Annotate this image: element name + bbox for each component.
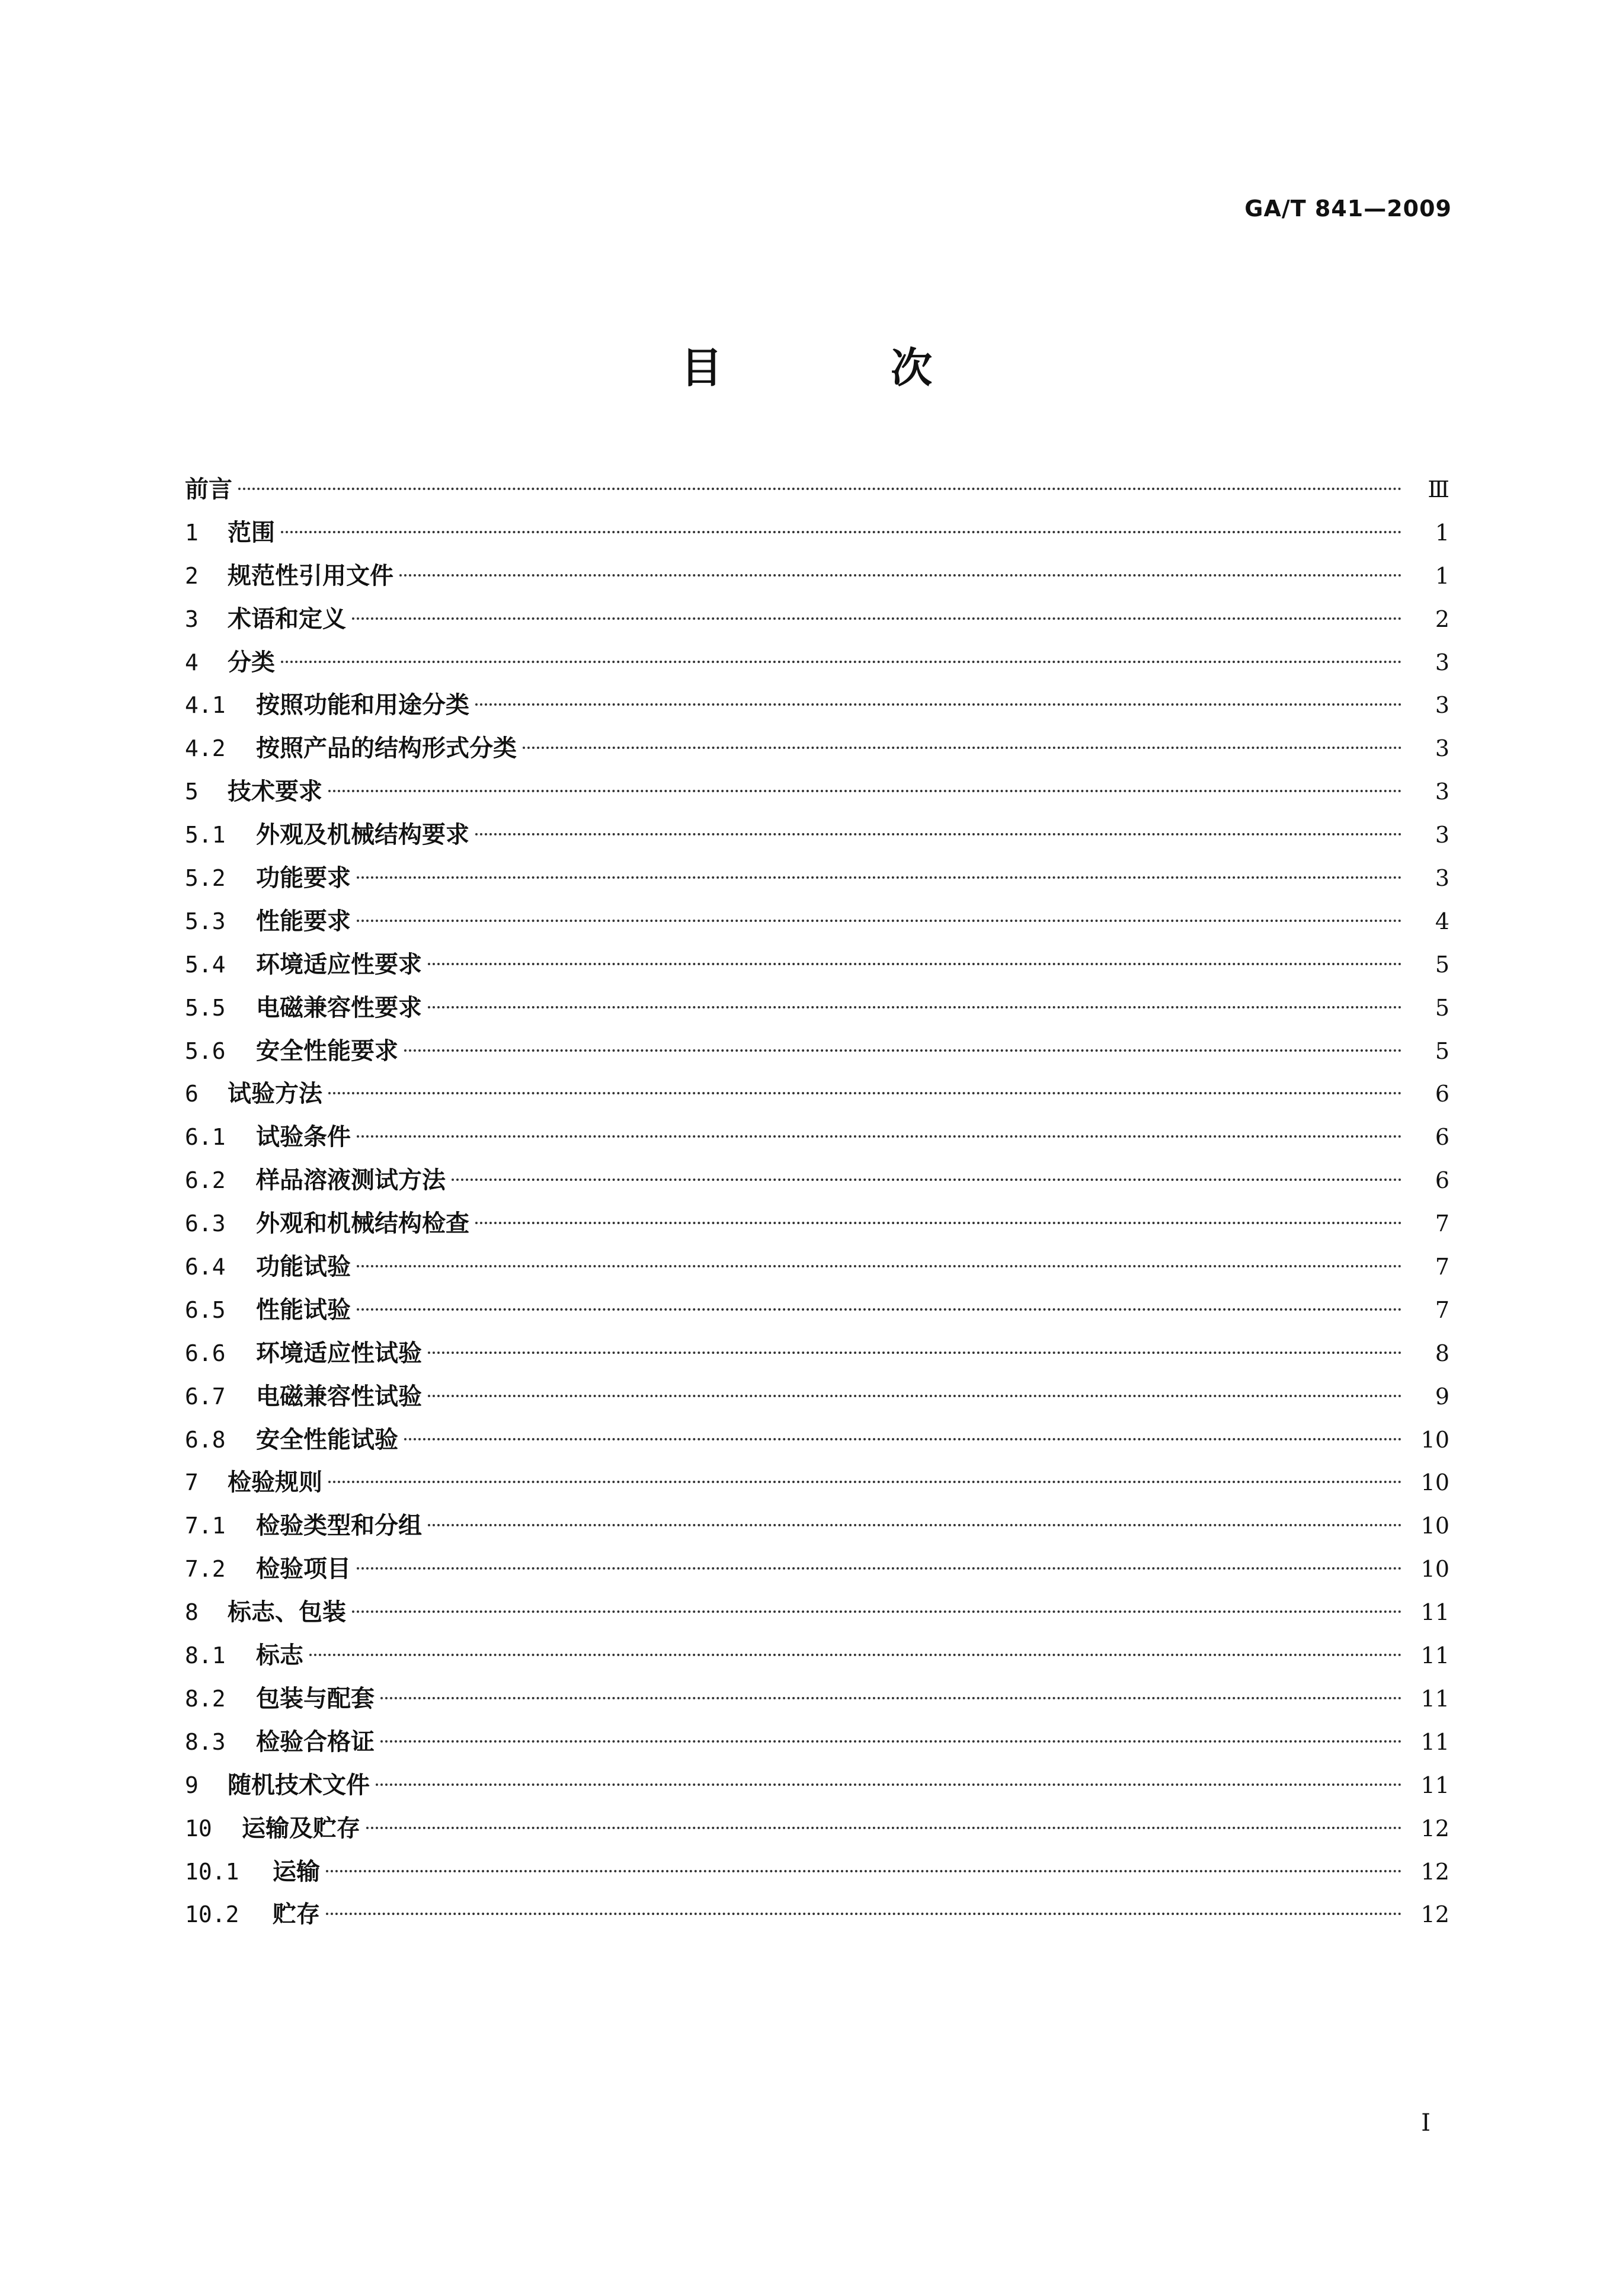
toc-entry-title: 试验方法 <box>228 1080 322 1108</box>
toc-entry-number: 3 <box>185 606 199 632</box>
toc-leader-dots <box>428 1524 1402 1526</box>
toc-entry[interactable] <box>185 1764 1449 1807</box>
document-code: GA/T 841—2009 <box>1244 196 1452 222</box>
toc-entry-title: 按照功能和用途分类 <box>256 691 469 719</box>
toc-leader-dots <box>404 1049 1402 1052</box>
toc-entry-number: 7 <box>185 1469 199 1496</box>
toc-entry-title: 电磁兼容性要求 <box>256 994 422 1021</box>
toc-entry-number: 6.6 <box>185 1340 226 1366</box>
toc-entry-title: 安全性能试验 <box>256 1426 398 1453</box>
toc-leader-dots <box>357 1567 1402 1570</box>
toc-entry-page: 11 <box>1420 1772 1449 1798</box>
toc-entry[interactable] <box>185 987 1449 1030</box>
toc-entry-number: 5.5 <box>185 994 226 1021</box>
toc-entry[interactable] <box>185 857 1449 900</box>
toc-entry[interactable] <box>185 1721 1449 1764</box>
toc-leader-dots <box>399 574 1402 577</box>
toc-entry[interactable] <box>185 770 1449 814</box>
toc-entry-page: Ⅲ <box>1428 476 1449 502</box>
toc-entry-title: 规范性引用文件 <box>228 562 393 590</box>
toc-entry-number: 5 <box>185 779 199 805</box>
toc-entry-title: 性能要求 <box>256 907 351 935</box>
toc-entry-page: 12 <box>1420 1815 1449 1842</box>
toc-leader-dots <box>380 1697 1402 1699</box>
toc-leader-dots <box>428 1006 1402 1008</box>
toc-entry-page: 11 <box>1420 1728 1449 1755</box>
toc-leader-dots <box>376 1783 1402 1786</box>
toc-entry-number: 9 <box>185 1772 199 1798</box>
toc-entry-title: 随机技术文件 <box>228 1771 370 1799</box>
page-title: 目 次 <box>680 344 1010 392</box>
toc-entry-page: 10 <box>1420 1469 1449 1496</box>
toc-entry[interactable] <box>185 1461 1449 1504</box>
toc-entry-number: 5.6 <box>185 1037 226 1064</box>
toc-entry-title: 运输 <box>273 1858 320 1885</box>
toc-entry-title: 电磁兼容性试验 <box>256 1382 422 1410</box>
toc-entry-page: 7 <box>1435 1211 1449 1237</box>
toc-entry-page: 6 <box>1435 1124 1449 1151</box>
toc-entry[interactable] <box>185 1807 1449 1850</box>
toc-entry-page: 7 <box>1435 1254 1449 1280</box>
toc-entry-title: 按照产品的结构形式分类 <box>256 735 517 763</box>
toc-entry[interactable] <box>185 555 1449 598</box>
toc-entry-title: 检验合格证 <box>256 1728 375 1756</box>
toc-entry-title: 检验规则 <box>228 1469 322 1497</box>
toc-entry-number: 8.3 <box>185 1728 226 1755</box>
toc-entry-page: 5 <box>1435 994 1449 1021</box>
toc-entry-number: 10.2 <box>185 1901 239 1928</box>
toc-leader-dots <box>352 617 1402 620</box>
toc-entry-page: 10 <box>1420 1513 1449 1539</box>
toc-entry-page: 5 <box>1435 1037 1449 1064</box>
toc-entry-page: 12 <box>1420 1858 1449 1885</box>
toc-leader-dots <box>357 876 1402 879</box>
toc-entry[interactable] <box>185 1332 1449 1375</box>
toc-entry-page: 11 <box>1420 1642 1449 1669</box>
toc-entry[interactable] <box>185 1245 1449 1289</box>
toc-entry[interactable] <box>185 1591 1449 1634</box>
toc-leader-dots <box>309 1654 1402 1656</box>
toc-entry-title: 样品溶液测试方法 <box>256 1167 446 1195</box>
toc-leader-dots <box>475 833 1402 835</box>
toc-entry-number: 2 <box>185 562 199 589</box>
toc-entry[interactable] <box>185 1202 1449 1245</box>
toc-entry-title: 前言 <box>185 476 232 503</box>
toc-entry-title: 性能试验 <box>256 1296 351 1324</box>
toc-entry-page: 6 <box>1435 1167 1449 1194</box>
toc-entry-title: 功能试验 <box>256 1253 351 1281</box>
toc-leader-dots <box>380 1740 1402 1743</box>
toc-entry-number: 7.1 <box>185 1513 226 1539</box>
toc-entry-number: 5.1 <box>185 822 226 848</box>
toc-entry[interactable] <box>185 1030 1449 1073</box>
toc-leader-dots <box>357 1308 1402 1311</box>
toc-entry-title: 贮存 <box>273 1901 320 1929</box>
toc-leader-dots <box>475 703 1402 706</box>
toc-entry-number: 4 <box>185 649 199 675</box>
toc-entry-number: 8 <box>185 1599 199 1626</box>
toc-entry-title: 标志 <box>256 1642 303 1670</box>
toc-entry-page: 3 <box>1435 822 1449 848</box>
toc-entry-page: 3 <box>1435 865 1449 892</box>
toc-entry-page: 6 <box>1435 1081 1449 1107</box>
toc-entry[interactable] <box>185 1893 1449 1936</box>
toc-entry[interactable] <box>185 468 1449 511</box>
toc-entry-page: 3 <box>1435 692 1449 719</box>
toc-leader-dots <box>428 963 1402 965</box>
toc-entry[interactable] <box>185 1116 1449 1159</box>
toc-entry[interactable] <box>185 1634 1449 1677</box>
toc-entry[interactable] <box>185 1418 1449 1462</box>
toc-entry-title: 环境适应性要求 <box>256 950 422 978</box>
toc-entry-page: 10 <box>1420 1556 1449 1583</box>
toc-entry[interactable] <box>185 943 1449 987</box>
toc-entry-title: 外观和机械结构检查 <box>256 1210 469 1238</box>
toc-entry-number: 5.3 <box>185 908 226 934</box>
toc-entry-title: 运输及贮存 <box>242 1814 360 1842</box>
toc-entry-page: 3 <box>1435 779 1449 805</box>
page-number: I <box>1421 2109 1430 2137</box>
toc-leader-dots <box>281 661 1402 663</box>
toc-entry-number: 6.1 <box>185 1124 226 1151</box>
toc-entry-number: 6.5 <box>185 1296 226 1323</box>
toc-entry-title: 分类 <box>228 648 275 676</box>
toc-entry-title: 技术要求 <box>228 778 322 806</box>
toc-entry[interactable] <box>185 684 1449 727</box>
toc-entry-page: 11 <box>1420 1599 1449 1626</box>
toc-leader-dots <box>326 1870 1402 1872</box>
toc-entry[interactable] <box>185 1072 1449 1116</box>
toc-entry[interactable] <box>185 1289 1449 1332</box>
toc-entry-page: 5 <box>1435 951 1449 978</box>
toc-leader-dots <box>352 1610 1402 1613</box>
toc-entry[interactable] <box>185 1504 1449 1548</box>
toc-leader-dots <box>326 1913 1402 1915</box>
toc-entry-page: 11 <box>1420 1685 1449 1712</box>
toc-entry-page: 3 <box>1435 735 1449 762</box>
toc-entry-page: 3 <box>1435 649 1449 675</box>
toc-entry[interactable] <box>185 1850 1449 1894</box>
toc-entry-title: 包装与配套 <box>256 1685 375 1712</box>
toc-entry-page: 1 <box>1435 562 1449 589</box>
toc-leader-dots <box>357 1135 1402 1138</box>
toc-leader-dots <box>328 790 1402 792</box>
toc-entry-number: 5.4 <box>185 951 226 978</box>
toc-entry[interactable] <box>185 1159 1449 1202</box>
toc-entry-page: 8 <box>1435 1340 1449 1366</box>
toc-entry-page: 9 <box>1435 1383 1449 1410</box>
toc-entry-number: 6.8 <box>185 1426 226 1453</box>
toc-entry-page: 1 <box>1435 519 1449 546</box>
toc-entry-title: 功能要求 <box>256 864 351 892</box>
toc-entry-page: 2 <box>1435 606 1449 632</box>
toc-leader-dots <box>428 1395 1402 1397</box>
toc-entry[interactable] <box>185 511 1449 555</box>
toc-entry[interactable] <box>185 727 1449 770</box>
toc-entry-page: 12 <box>1420 1901 1449 1928</box>
toc-entry-number: 10.1 <box>185 1858 239 1885</box>
toc-entry-title: 标志、包装 <box>228 1599 346 1626</box>
toc-entry-number: 8.1 <box>185 1642 226 1669</box>
toc-entry[interactable] <box>185 1677 1449 1721</box>
toc-entry[interactable] <box>185 814 1449 857</box>
toc-entry-number: 5.2 <box>185 865 226 892</box>
toc-entry[interactable] <box>185 598 1449 641</box>
toc-leader-dots <box>475 1222 1402 1224</box>
toc-entry-title: 检验类型和分组 <box>256 1512 422 1540</box>
toc-entry-page: 4 <box>1435 908 1449 934</box>
toc-leader-dots <box>357 1265 1402 1267</box>
toc-leader-dots <box>238 488 1402 490</box>
toc-entry-number: 6.4 <box>185 1254 226 1280</box>
toc-entry[interactable] <box>185 1375 1449 1418</box>
toc-entry-title: 术语和定义 <box>228 605 346 633</box>
toc-entry-title: 范围 <box>228 518 275 546</box>
table-of-contents <box>185 468 1449 1936</box>
toc-leader-dots <box>357 920 1402 922</box>
toc-entry-title: 试验条件 <box>256 1123 351 1151</box>
toc-leader-dots <box>328 1092 1402 1094</box>
toc-leader-dots <box>428 1352 1402 1354</box>
toc-entry-number: 7.2 <box>185 1556 226 1583</box>
toc-entry[interactable] <box>185 900 1449 943</box>
toc-entry-title: 安全性能要求 <box>256 1037 398 1065</box>
toc-leader-dots <box>523 747 1402 749</box>
toc-entry-page: 10 <box>1420 1426 1449 1453</box>
toc-entry-number: 6.2 <box>185 1167 226 1194</box>
toc-entry-title: 外观及机械结构要求 <box>256 821 469 849</box>
toc-entry[interactable] <box>185 641 1449 684</box>
toc-entry-number: 6.3 <box>185 1211 226 1237</box>
toc-entry-number: 6.7 <box>185 1383 226 1410</box>
toc-entry-number: 1 <box>185 519 199 546</box>
toc-entry-number: 4.1 <box>185 692 226 719</box>
toc-leader-dots <box>328 1481 1402 1483</box>
toc-leader-dots <box>366 1827 1402 1829</box>
toc-entry[interactable] <box>185 1548 1449 1591</box>
toc-entry-number: 6 <box>185 1081 199 1107</box>
toc-entry-number: 8.2 <box>185 1685 226 1712</box>
toc-entry-page: 7 <box>1435 1296 1449 1323</box>
toc-entry-title: 检验项目 <box>256 1555 351 1583</box>
toc-entry-number: 4.2 <box>185 735 226 762</box>
toc-leader-dots <box>404 1438 1402 1440</box>
toc-entry-title: 环境适应性试验 <box>256 1339 422 1367</box>
toc-entry-number: 10 <box>185 1815 212 1842</box>
toc-leader-dots <box>452 1179 1402 1181</box>
toc-leader-dots <box>281 531 1402 533</box>
